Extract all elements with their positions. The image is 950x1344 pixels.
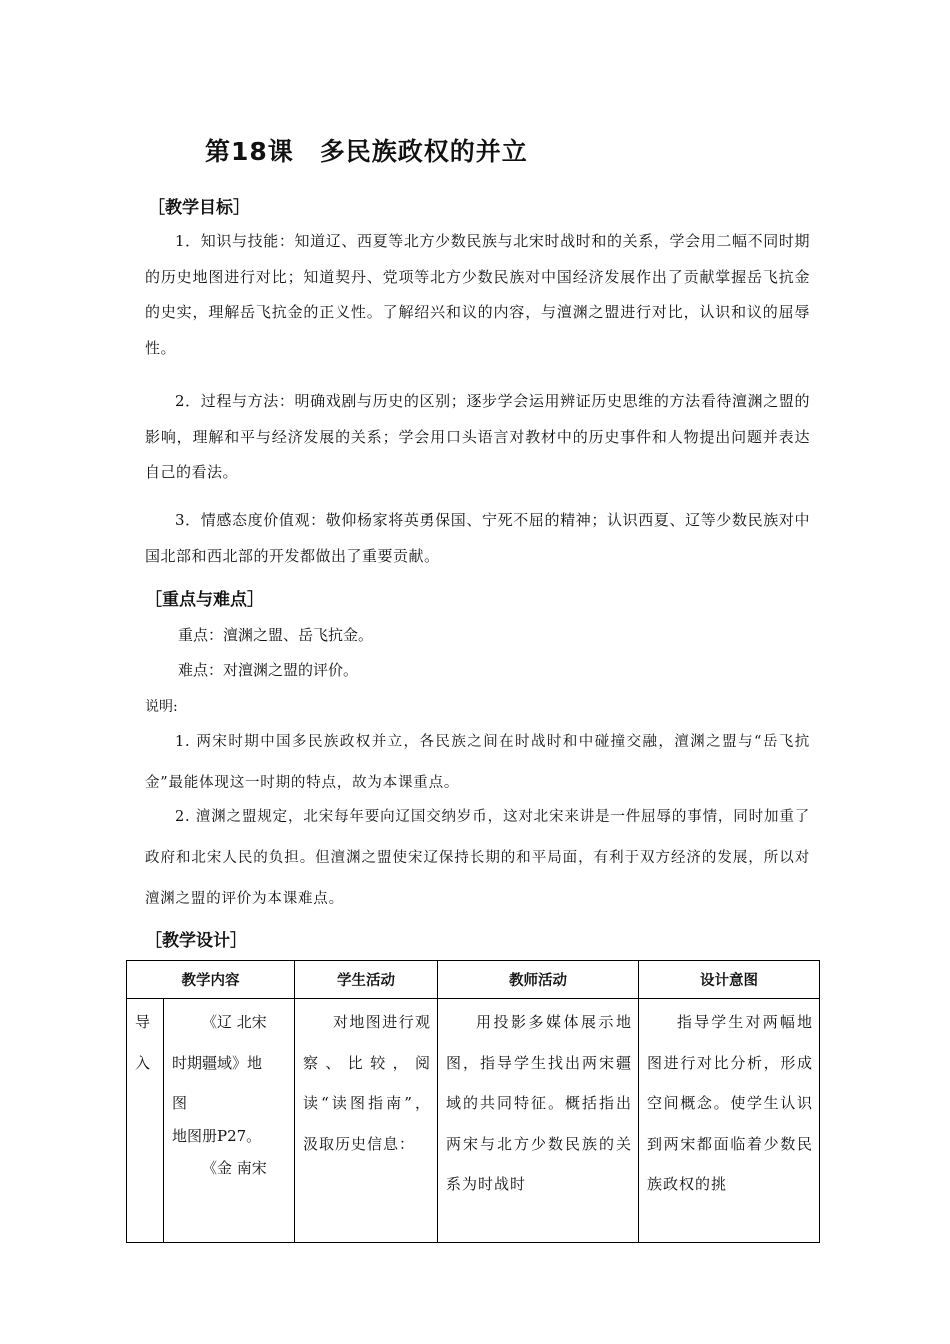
student-cell — [295, 999, 438, 1243]
difficulty-line: 难点：对澶渊之盟的评价。 — [178, 661, 359, 679]
lesson-title — [205, 132, 528, 168]
note-item: 1. 两宋时期中国多民族政权并立，各民族之间在时战时和中碰撞交融，澶渊之盟与“岳飞抗金”最能体现这一时期的特点，故为本课重点。 — [145, 734, 810, 791]
content-line: 图 — [172, 1094, 188, 1112]
content-line: 时期疆域》地 — [172, 1053, 263, 1072]
content-line: 《辽 北宋 — [202, 1013, 267, 1031]
lesson-number: 第18课 — [205, 137, 294, 166]
design-table — [126, 960, 820, 1243]
note-item: 2. 澶渊之盟规定，北宋每年要向辽国交纳岁币，这对北宋来讲是一件屈辱的事情，同时加重了政府和北宋人民的负担。但澶渊之盟使宋辽保持长期的和平局面，有利于双方经济的发展，所以对澶渊之盟的评价为本课难点。 — [145, 809, 810, 907]
col-header-intent: 设计意图 — [639, 961, 820, 999]
key-points-heading: ［重点与难点］ — [145, 590, 264, 610]
objectives-heading: ［教学目标］ — [148, 198, 250, 218]
col-header-teacher: 教师活动 — [438, 961, 639, 999]
content-line: 《金 南宋 — [202, 1158, 267, 1177]
focus-line: 重点：澶渊之盟、岳飞抗金。 — [178, 626, 374, 644]
design-heading: ［教学设计］ — [145, 931, 247, 951]
objective-process: 2．过程与方法：明确戏剧与历史的区别；逐步学会运用辨证历史思维的方法看待澶渊之盟的影响，理解和平与经济发展的关系；学会用口头语言对教材中的历史事件和人物提出问题并表达自己的看法。 — [145, 392, 810, 481]
objective-attitude: 3．情感态度价值观：敬仰杨家将英勇保国、宁死不屈的精神；认识西夏、辽等少数民族对中国北部和西北部的开发都做出了重要贡献。 — [145, 511, 810, 565]
section-cell — [127, 999, 164, 1243]
content-line: 地图册P27。 — [172, 1126, 262, 1145]
content-cell — [164, 999, 295, 1243]
teacher-cell — [438, 999, 639, 1243]
table-row — [127, 999, 820, 1243]
col-header-content: 教学内容 — [127, 961, 295, 999]
teacher-activity: 用投影多媒体展示地图，指导学生找出两宋疆域的共同特征。概括指出两宋与北方少数民族的关系为时战时 — [446, 1013, 632, 1193]
student-activity: 对地图进行观察、比较，阅读“读图指南”，汲取历史信息： — [303, 1013, 431, 1153]
objective-knowledge: 1．知识与技能：知道辽、西夏等北方少数民族与北宋时战时和的关系，学会用二幅不同时期的历史地图进行对比；知道契丹、党项等北方少数民族对中国经济发展作出了贡献掌握岳飞抗金的史实，理解岳飞抗金的正义性。了解绍兴和议的内容，与澶渊之盟进行对比，认识和议的屈辱性。 — [145, 232, 810, 357]
lesson-name: 多民族政权的并立 — [319, 137, 528, 166]
design-intent: 指导学生对两幅地图进行对比分析，形成空间概念。使学生认识到两宋都面临着少数民族政权的挑 — [647, 1013, 813, 1193]
section-label: 导入 — [135, 1013, 151, 1072]
table-header-row — [127, 961, 820, 999]
col-header-student: 学生活动 — [295, 961, 438, 999]
note-label: 说明: — [145, 699, 178, 715]
intent-cell — [639, 999, 820, 1243]
